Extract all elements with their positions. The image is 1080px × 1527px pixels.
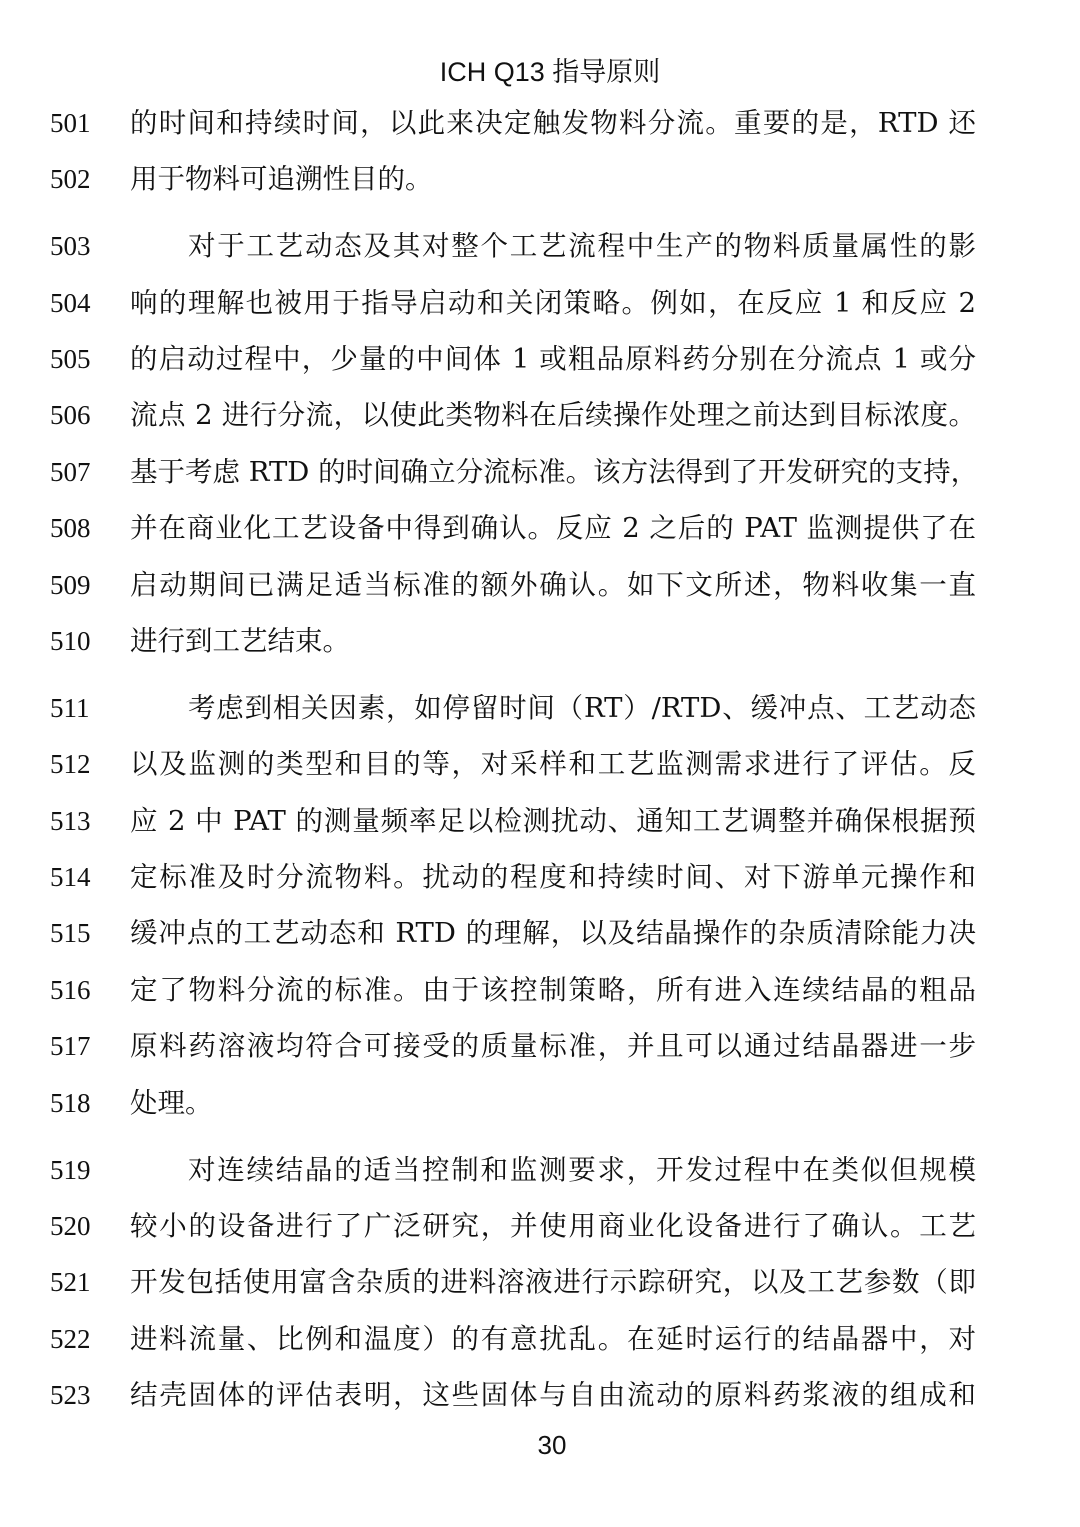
line-text: 进行到工艺结束。 [130, 625, 350, 658]
document-body [0, 95, 1080, 1423]
line-number: 501 [50, 108, 91, 138]
line-text: 缓冲点的工艺动态和 RTD 的理解，以及结晶操作的杂质清除能力决 [130, 917, 976, 950]
line-number: 513 [50, 805, 91, 836]
line-text: 考虑到相关因素，如停留时间（RT）/RTD、缓冲点、工艺动态 [188, 691, 976, 724]
text-line [0, 275, 1080, 331]
line-number: 515 [50, 918, 91, 949]
text-line [0, 793, 1080, 849]
text-line [0, 1311, 1080, 1367]
text-line [0, 444, 1080, 500]
text-line [0, 905, 1080, 961]
text-line [0, 962, 1080, 1018]
line-text: 用于物料可追溯性目的。 [130, 163, 433, 196]
line-text: 对于工艺动态及其对整个工艺流程中生产的物料质量属性的影 [188, 230, 976, 263]
text-line [0, 1254, 1080, 1310]
text-line [0, 1367, 1080, 1423]
text-line [0, 331, 1080, 387]
line-number: 505 [50, 344, 91, 375]
text-line [0, 680, 1080, 736]
line-text: 原料药溶液均符合可接受的质量标准，并且可以通过结晶器进一步 [130, 1030, 976, 1063]
line-text: 结壳固体的评估表明，这些固体与自由流动的原料药浆液的组成和 [130, 1379, 976, 1412]
line-text: 的启动过程中，少量的中间体 1 或粗品原料药分别在分流点 1 或分 [130, 343, 976, 376]
line-text: 以及监测的类型和目的等，对采样和工艺监测需求进行了评估。反 [130, 748, 976, 781]
line-text: 基于考虑 RTD 的时间确立分流标准。该方法得到了开发研究的支持， [130, 455, 979, 488]
line-number: 523 [50, 1380, 91, 1411]
line-number: 511 [50, 692, 90, 723]
line-text: 定标准及时分流物料。扰动的程度和持续时间、对下游单元操作和 [130, 861, 976, 894]
line-text: 流点 2 进行分流，以使此类物料在后续操作处理之前达到目标浓度。 [130, 399, 976, 432]
line-number: 502 [50, 164, 91, 195]
text-line [0, 1018, 1080, 1074]
line-number: 516 [50, 974, 91, 1005]
text-line [0, 95, 1080, 151]
line-text: 定了物料分流的标准。由于该控制策略，所有进入连续结晶的粗品 [130, 973, 976, 1006]
text-line [0, 849, 1080, 905]
line-number: 507 [50, 456, 91, 487]
line-number: 514 [50, 862, 91, 893]
text-line [0, 151, 1080, 207]
text-line [0, 1075, 1080, 1131]
running-header: ICH Q13 指导原则 [439, 57, 661, 87]
line-text: 启动期间已满足适当标准的额外确认。如下文所述，物料收集一直 [130, 568, 976, 601]
text-line [0, 1142, 1080, 1198]
text-line [0, 613, 1080, 669]
text-line [0, 218, 1080, 274]
text-line [0, 387, 1080, 443]
line-number: 510 [50, 626, 91, 657]
line-number: 517 [50, 1031, 91, 1062]
line-number: 519 [50, 1154, 91, 1185]
page-number: 30 [537, 1430, 567, 1460]
line-text: 并在商业化工艺设备中得到确认。反应 2 之后的 PAT 监测提供了在 [130, 512, 976, 545]
text-line [0, 500, 1080, 556]
line-text: 较小的设备进行了广泛研究，并使用商业化设备进行了确认。工艺 [130, 1209, 976, 1242]
line-number: 518 [50, 1087, 91, 1118]
line-text: 应 2 中 PAT 的测量频率足以检测扰动、通知工艺调整并确保根据预 [130, 804, 976, 837]
line-number: 509 [50, 569, 91, 600]
line-text: 的时间和持续时间，以此来决定触发物料分流。重要的是，RTD 还 [130, 107, 976, 139]
line-text: 进料流量、比例和温度）的有意扰乱。在延时运行的结晶器中，对 [130, 1322, 976, 1355]
line-number: 522 [50, 1323, 91, 1354]
line-number: 506 [50, 400, 91, 431]
line-number: 521 [50, 1267, 91, 1298]
line-text: 开发包括使用富含杂质的进料溶液进行示踪研究，以及工艺参数（即 [130, 1266, 976, 1299]
line-text: 处理。 [130, 1086, 213, 1119]
text-line [0, 736, 1080, 792]
line-number: 503 [50, 231, 91, 262]
line-text: 响的理解也被用于指导启动和关闭策略。例如，在反应 1 和反应 2 [130, 286, 976, 319]
line-number: 508 [50, 513, 91, 544]
line-number: 504 [50, 287, 91, 318]
line-text: 对连续结晶的适当控制和监测要求，开发过程中在类似但规模 [188, 1153, 976, 1186]
text-line [0, 1198, 1080, 1254]
text-line [0, 557, 1080, 613]
line-number: 520 [50, 1210, 91, 1241]
line-number: 512 [50, 749, 91, 780]
